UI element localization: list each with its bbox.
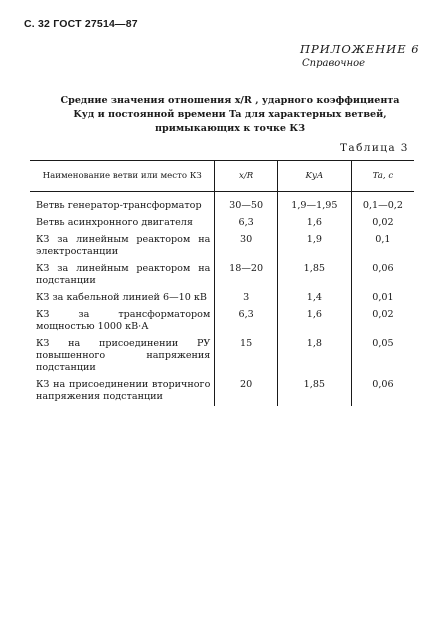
table-row [30, 261, 414, 290]
row-x-over-r: 18—20 [215, 261, 278, 290]
row-x-over-r: 30 [215, 232, 278, 261]
table-header-row [30, 161, 414, 192]
row-x-over-r: 3 [215, 290, 278, 307]
row-k-coefficient: 1,4 [277, 290, 351, 307]
row-branch-name: Ветвь генератор-трансформатор [36, 200, 202, 211]
header-k-coefficient [277, 161, 351, 192]
row-branch-name: Ветвь асинхронного двигателя [36, 217, 193, 228]
row-x-over-r: 15 [215, 336, 278, 377]
table-caption [40, 94, 420, 136]
row-branch-name: КЗ за кабельной линией 6—10 кВ [36, 292, 207, 303]
table-number: Таблица 3 [340, 142, 409, 154]
row-time-constant: 0,1 [351, 232, 414, 261]
row-k-coefficient: 1,85 [277, 377, 351, 406]
row-time-constant: 0,02 [351, 215, 414, 232]
table-row [30, 232, 414, 261]
row-k-coefficient: 1,9 [277, 232, 351, 261]
row-k-coefficient: 1,85 [277, 261, 351, 290]
header-branch-name: Наименование ветви или место КЗ [30, 161, 215, 192]
row-x-over-r: 20 [215, 377, 278, 406]
table-row [30, 290, 414, 307]
caption-line-3: примыкающих к точке КЗ [155, 123, 305, 134]
data-table [30, 160, 414, 406]
row-time-constant: 0,06 [351, 261, 414, 290]
row-x-over-r: 30—50 [215, 198, 278, 215]
row-branch-name: КЗ за линейным реактором на подстанции [36, 263, 211, 286]
appendix-subtitle: Справочное [302, 58, 366, 69]
table-row [30, 215, 414, 232]
appendix-title: ПРИЛОЖЕНИЕ 6 [300, 42, 420, 56]
table-body [30, 198, 414, 406]
caption-line-1: Средние значения отношения x/R , ударного коэффициента [60, 95, 400, 106]
header-x-over-r [215, 161, 278, 192]
row-branch-name: КЗ на присоединении вторичного напряжения подстанции [36, 379, 211, 402]
row-time-constant: 0,06 [351, 377, 414, 406]
caption-line-2: Kуд и постоянной времени Ta для характерных ветвей, [73, 109, 387, 120]
row-time-constant: 0,1—0,2 [351, 198, 414, 215]
header-time-constant [351, 161, 414, 192]
row-time-constant: 0,02 [351, 307, 414, 336]
row-time-constant: 0,05 [351, 336, 414, 377]
table-row [30, 307, 414, 336]
header-ta-text: Ta, с [372, 171, 394, 181]
table-row [30, 377, 414, 406]
row-branch-name: КЗ за линейным реактором на электростанции [36, 234, 211, 257]
row-k-coefficient: 1,6 [277, 307, 351, 336]
header-k-text: KуA [305, 171, 324, 181]
row-k-coefficient: 1,6 [277, 215, 351, 232]
table-row [30, 336, 414, 377]
page-header: С. 32 ГОСТ 27514—87 [24, 18, 138, 30]
header-x-over-r-text: x/R [239, 171, 254, 181]
row-x-over-r: 6,3 [215, 307, 278, 336]
row-k-coefficient: 1,8 [277, 336, 351, 377]
row-time-constant: 0,01 [351, 290, 414, 307]
row-branch-name: КЗ за трансформатором мощностью 1000 кВ·А [36, 309, 211, 332]
row-x-over-r: 6,3 [215, 215, 278, 232]
row-k-coefficient: 1,9—1,95 [277, 198, 351, 215]
table-row [30, 198, 414, 215]
row-branch-name: КЗ на присоединении РУ повышенного напряжения подстанции [36, 338, 211, 373]
